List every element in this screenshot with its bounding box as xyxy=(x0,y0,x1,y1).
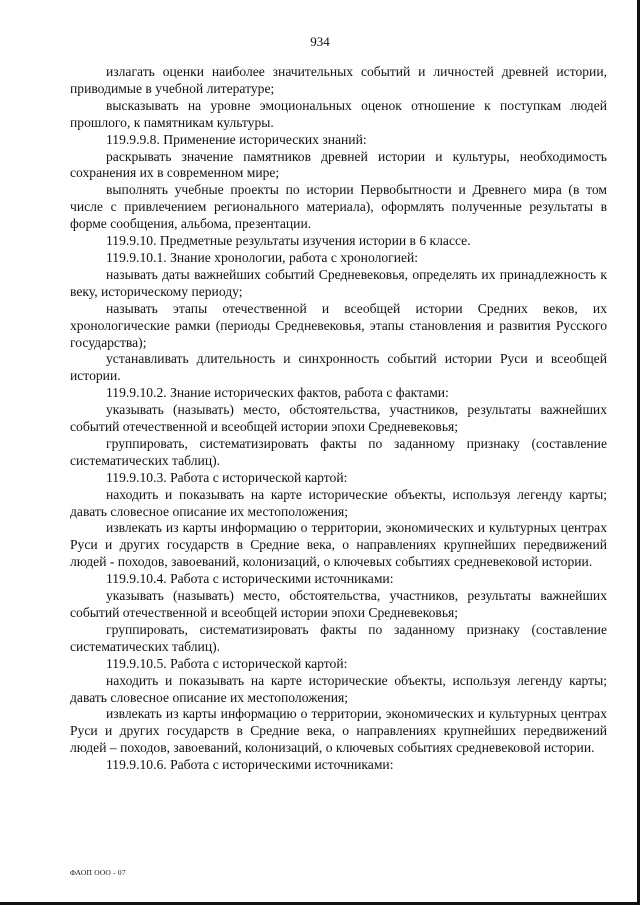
paragraph: находить и показывать на карте исторические объекты, используя легенду карты; давать словесное описание их местоположения; xyxy=(70,486,607,519)
document-code-footer: ФАОП ООО - 07 xyxy=(70,868,126,877)
paragraph: излагать оценки наиболее значительных событий и личностей древней истории, приводимые в учебной литературе; xyxy=(70,64,607,96)
paragraph: извлекать из карты информацию о территории, экономических и культурных центрах Руси и других государств в Средние века, о направлениях крупнейших передвижений людей - походов, завоеваний, колонизаций, о ключевых событиях средневековой истории. xyxy=(70,520,607,570)
section-heading: 119.9.10.6. Работа с историческими источниками: xyxy=(106,757,394,773)
section-heading: 119.9.10.3. Работа с исторической картой: xyxy=(106,469,348,485)
paragraph: выполнять учебные проекты по истории Первобытности и Древнего мира (в том числе с привлечением регионального материала), оформлять полученные результаты в форме сообщения, альбома, презентации. xyxy=(70,182,607,232)
paragraph: называть этапы отечественной и всеобщей истории Средних веков, их хронологические рамки (периоды Средневековья, этапы становления и развития Русского государства); xyxy=(70,300,607,350)
section-heading: 119.9.10.2. Знание исторических фактов, работа с фактами: xyxy=(106,385,449,401)
paragraph: называть даты важнейших событий Средневековья, определять их принадлежность к веку, историческому периоду; xyxy=(70,266,607,299)
section-heading: 119.9.10.5. Работа с исторической картой: xyxy=(106,655,348,671)
paragraph: находить и показывать на карте исторические объекты, используя легенду карты; давать словесное описание их местоположения; xyxy=(70,672,607,705)
section-heading: 119.9.10.4. Работа с историческими источниками: xyxy=(106,571,394,587)
paragraph: устанавливать длительность и синхронность событий истории Руси и всеобщей истории. xyxy=(70,351,607,384)
section-heading: 119.9.9.8. Применение исторических знаний: xyxy=(106,131,367,147)
section-heading: 119.9.10.1. Знание хронологии, работа с хронологией: xyxy=(106,249,419,265)
page-number: 934 xyxy=(310,34,330,49)
paragraph: раскрывать значение памятников древней истории и культуры, необходимость сохранения их в современном мире; xyxy=(70,148,607,181)
section-heading: 119.9.10. Предметные результаты изучения истории в 6 классе. xyxy=(106,233,471,249)
document-body xyxy=(70,64,607,774)
paragraph: группировать, систематизировать факты по заданному признаку (составление систематических таблиц). xyxy=(70,621,607,654)
paragraph: группировать, систематизировать факты по заданному признаку (составление систематических таблиц). xyxy=(70,435,607,468)
paragraph: извлекать из карты информацию о территории, экономических и культурных центрах Руси и других государств в Средние века, о направлениях крупнейших передвижений людей – походов, завоеваний, колонизаций, о ключевых событиях средневековой истории. xyxy=(70,706,607,756)
paragraph: указывать (называть) место, обстоятельства, участников, результаты важнейших событий отечественной и всеобщей истории эпохи Средневековья; xyxy=(70,588,607,620)
paragraph: высказывать на уровне эмоциональных оценок отношение к поступкам людей прошлого, к памятникам культуры. xyxy=(70,97,607,130)
paragraph: указывать (называть) место, обстоятельства, участников, результаты важнейших событий отечественной и всеобщей истории эпохи Средневековья; xyxy=(70,402,607,435)
